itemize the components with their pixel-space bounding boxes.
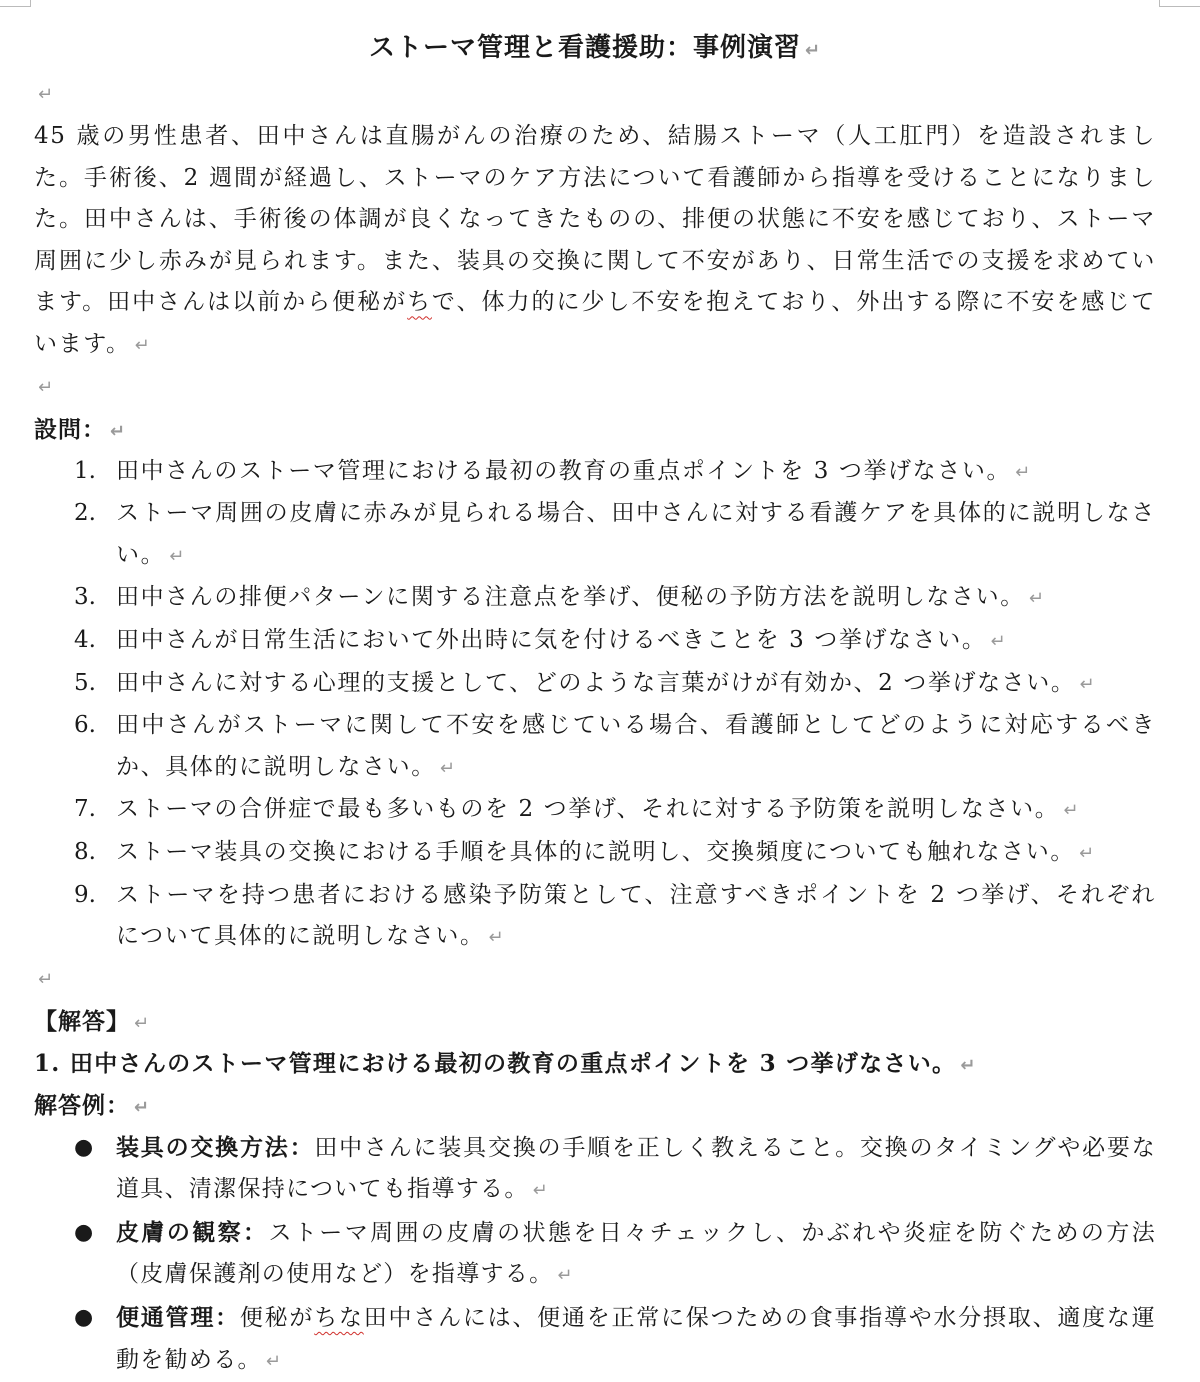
paragraph-mark-icon: ↵ <box>169 545 186 567</box>
bullet-icon: ● <box>74 1134 95 1160</box>
answer-term: 装具の交換方法： <box>116 1133 315 1161</box>
question-item <box>34 451 1156 494</box>
paragraph-mark-icon: ↵ <box>1078 842 1096 864</box>
question-number: 6. <box>74 712 96 739</box>
question-text: 田中さんに対する心理的支援として、どのような言葉がけが有効か、2 つ挙げなさい。 <box>116 669 1076 696</box>
question-item <box>34 663 1156 706</box>
answer-bullet-item <box>34 1297 1156 1382</box>
paragraph-mark-icon: ↵ <box>265 1350 283 1372</box>
question-number: 8. <box>74 838 96 865</box>
paragraph-mark-icon: ↵ <box>804 40 822 61</box>
question-number: 3. <box>74 584 96 611</box>
answers-heading-text: 【解答】 <box>34 1007 130 1035</box>
paragraph-mark-icon: ↵ <box>134 1012 151 1034</box>
answer-text: ストーマ周囲の皮膚の状態を日々チェックし、かぶれや炎症を防ぐための方法（皮膚保護剤の使用など）を指導する。 <box>116 1219 1156 1288</box>
question-text: ストーマの合併症で最も多いものを 2 つ挙げ、それに対する予防策を説明しなさい。 <box>116 796 1060 823</box>
document-page <box>34 22 1156 1382</box>
title-text: ストーマ管理と看護援助：事例演習 <box>368 33 801 63</box>
empty-paragraph <box>34 367 1156 409</box>
answer-text: 田中さんに装具交換の手順を正しく教えること。交換のタイミングや必要な道具、清潔保持についても指導する。 <box>116 1134 1157 1203</box>
answer-question-text: 1. 田中さんのストーマ管理における最初の教育の重点ポイントを 3 つ挙げなさい。 <box>34 1049 957 1077</box>
question-number: 4. <box>74 626 96 653</box>
question-item <box>34 577 1156 620</box>
question-number: 9. <box>74 881 96 908</box>
answer-bullet-list <box>34 1127 1156 1382</box>
paragraph-mark-icon: ↵ <box>134 1096 151 1118</box>
paragraph-mark-icon: ↵ <box>38 84 54 105</box>
answers-heading <box>34 1001 1156 1043</box>
question-item <box>34 705 1156 789</box>
case-text-part2: で、体力的に少し不安を抱えており、外出する際に不安を感じています。 <box>34 289 1156 357</box>
paragraph-mark-icon: ↵ <box>439 757 457 779</box>
paragraph-mark-icon: ↵ <box>557 1265 574 1287</box>
paragraph-mark-icon: ↵ <box>532 1180 550 1202</box>
paragraph-mark-icon: ↵ <box>1015 461 1032 483</box>
answer-text-post: 田中さんには、便通を正常に保つための食事指導や水分摂取、適度な運動を勧める。 <box>116 1305 1156 1373</box>
question-item <box>34 875 1156 959</box>
document-title <box>34 22 1156 74</box>
question-item <box>34 789 1156 832</box>
answer-example-label-text: 解答例： <box>34 1091 130 1119</box>
answer-term: 便通管理： <box>116 1304 240 1332</box>
questions-list <box>34 451 1156 959</box>
spelling-flagged-text: ち <box>407 289 432 316</box>
question-number: 5. <box>74 669 96 696</box>
empty-paragraph <box>34 74 1156 116</box>
case-text-part1: 45 歳の男性患者、田中さんは直腸がんの治療のため、結腸ストーマ（人工肛門）を造設されました。手術後、2 週間が経過し、ストーマのケア方法について看護師から指導を受けることになりました。田中さんは、手術後の体調が良くなってきたものの、排便の状態に不安を感じており、ストーマ周囲に少し赤みが見られます。また、装具の交換に関して不安があり、日常生活での支援を求めています。田中さんは以前から便秘が <box>34 123 1156 316</box>
paragraph-mark-icon: ↵ <box>960 1054 977 1076</box>
empty-paragraph <box>34 959 1156 1001</box>
spelling-flagged-text: ちな <box>314 1305 364 1332</box>
question-text: ストーマ周囲の皮膚に赤みが見られる場合、田中さんに対する看護ケアを具体的に説明しなさい。 <box>116 500 1156 568</box>
page-corner-mark-left <box>0 0 31 7</box>
question-text: 田中さんのストーマ管理における最初の教育の重点ポイントを 3 つ挙げなさい。 <box>116 457 1012 484</box>
case-description <box>34 116 1156 367</box>
question-text: ストーマを持つ患者における感染予防策として、注意すべきポイントを 2 つ挙げ、それぞれについて具体的に説明しなさい。 <box>116 881 1156 950</box>
answer-question-heading <box>34 1043 1156 1085</box>
page-corner-mark-right <box>1159 0 1200 7</box>
bullet-icon: ● <box>74 1305 95 1331</box>
paragraph-mark-icon: ↵ <box>110 420 127 442</box>
bullet-icon: ● <box>74 1219 95 1245</box>
paragraph-mark-icon: ↵ <box>1028 588 1046 610</box>
paragraph-mark-icon: ↵ <box>488 927 506 949</box>
paragraph-mark-icon: ↵ <box>1063 800 1081 822</box>
questions-heading-text: 設問： <box>34 415 106 443</box>
question-number: 1. <box>74 457 96 484</box>
question-text: 田中さんが日常生活において外出時に気を付けるべきことを 3 つ挙げなさい。 <box>116 626 987 653</box>
answer-example-label <box>34 1085 1156 1127</box>
answer-bullet-item <box>34 1212 1156 1297</box>
paragraph-mark-icon: ↵ <box>38 968 54 990</box>
paragraph-mark-icon: ↵ <box>1079 673 1097 695</box>
answer-term: 皮膚の観察： <box>116 1218 269 1246</box>
question-text: 田中さんがストーマに関して不安を感じている場合、看護師としてどのように対応するべきか、具体的に説明しなさい。 <box>116 712 1156 780</box>
question-number: 7. <box>74 796 96 823</box>
question-number: 2. <box>74 500 96 527</box>
paragraph-mark-icon: ↵ <box>38 376 54 398</box>
answer-text-pre: 便秘が <box>239 1305 315 1332</box>
question-text: 田中さんの排便パターンに関する注意点を挙げ、便秘の予防方法を説明しなさい。 <box>116 584 1025 611</box>
question-item <box>34 493 1156 577</box>
question-item <box>34 832 1156 875</box>
paragraph-mark-icon: ↵ <box>134 334 152 356</box>
question-text: ストーマ装具の交換における手順を具体的に説明し、交換頻度についても触れなさい。 <box>116 838 1075 865</box>
question-item <box>34 620 1156 663</box>
questions-heading <box>34 409 1156 451</box>
paragraph-mark-icon: ↵ <box>990 630 1008 652</box>
answer-bullet-item <box>34 1127 1156 1212</box>
